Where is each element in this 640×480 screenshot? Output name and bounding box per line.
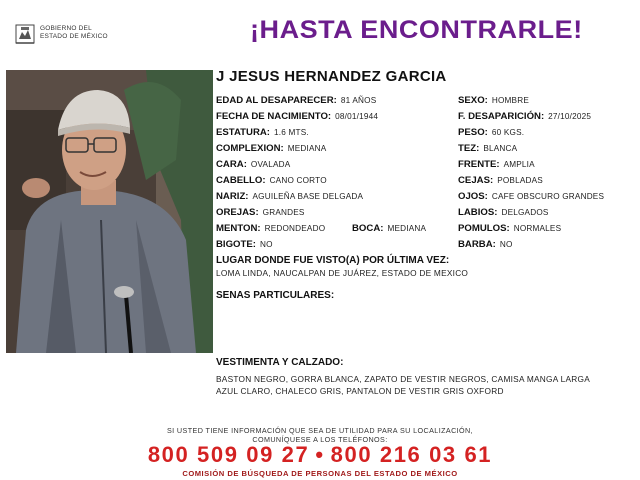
marks-label: SENAS PARTICULARES: [216,290,335,301]
contact-info-line1: SI USTED TIENE INFORMACIÓN QUE SEA DE UTILIDAD PARA SU LOCALIZACIÓN, [166,426,474,435]
field-label: FRENTE: [458,159,500,170]
field-label: SEXO: [458,95,488,106]
field-pomulos [458,223,561,235]
field-label: MENTON: [216,223,261,234]
headline: ¡HASTA ENCONTRARLE! [250,16,583,44]
gov-name-line1: GOBIERNO DEL [40,25,92,32]
field-value: 60 KGS. [491,128,525,137]
commission-name: COMISIÓN DE BÚSQUEDA DE PERSONAS DEL ESTADO DE MÉXICO [182,469,458,478]
field-cabello [216,175,327,187]
field-estatura [216,127,309,139]
person-name: J JESUS HERNANDEZ GARCIA [216,68,447,85]
field-orejas [216,207,305,219]
field-label: OJOS: [458,191,488,202]
field-nariz [216,191,363,203]
phone-number-1[interactable]: 800 509 09 27 [147,442,310,467]
field-value: NO [259,240,273,249]
government-logo [14,22,114,48]
field-value: 81 AÑOS [340,96,377,105]
field-label: FECHA DE NACIMIENTO: [216,111,332,122]
field-label: COMPLEXION: [216,143,284,154]
field-value: CANO CORTO [269,176,327,185]
phone-numbers [0,442,640,468]
field-label: NARIZ: [216,191,249,202]
field-label: CEJAS: [458,175,494,186]
field-value: POBLADAS [497,176,543,185]
field-value: NORMALES [513,224,562,233]
field-menton [216,223,325,235]
field-value: NO [499,240,513,249]
field-value: MEDIANA [287,144,327,153]
person-photo [6,70,213,353]
state-emblem-icon [14,22,36,46]
clothing-label: VESTIMENTA Y CALZADO: [216,357,344,368]
field-label: F. DESAPARICIÓN: [458,111,545,122]
field-label: BIGOTE: [216,239,256,250]
field-value: MEDIANA [387,224,427,233]
field-value: BLANCA [483,144,518,153]
field-label: CARA: [216,159,247,170]
field-value: REDONDEADO [264,224,326,233]
field-value: 27/10/2025 [548,112,592,121]
field-label: TEZ: [458,143,480,154]
field-complexion [216,143,326,155]
field-label: EDAD AL DESAPARECER: [216,95,337,106]
field-edad [216,95,376,107]
field-tez [458,143,517,155]
phone-number-2[interactable]: 800 216 03 61 [330,442,493,467]
contact-info-line2: COMUNÍQUESE A LOS TELÉFONOS: [252,435,388,444]
field-label: CABELLO: [216,175,266,186]
field-desaparicion [458,111,591,123]
field-boca [352,223,426,235]
field-value: 1.6 MTS. [274,128,309,137]
field-value: AGUILEÑA BASE DELGADA [252,192,364,201]
field-label: LABIOS: [458,207,498,218]
field-value: DELGADOS [501,208,549,217]
field-frente [458,159,535,171]
field-value: HOMBRE [491,96,529,105]
field-label: POMULOS: [458,223,510,234]
gov-name-line2: ESTADO DE MÉXICO [40,33,108,40]
field-sexo [458,95,529,107]
last-seen-label: LUGAR DONDE FUE VISTO(A) POR ÚLTIMA VEZ: [216,255,450,266]
field-value: GRANDES [262,208,305,217]
field-label: OREJAS: [216,207,259,218]
field-value: 08/01/1944 [335,112,379,121]
field-bigote [216,239,273,251]
field-nacimiento [216,111,378,123]
field-peso [458,127,524,139]
field-label: BOCA: [352,223,384,234]
field-value: AMPLIA [503,160,535,169]
field-cara [216,159,290,171]
field-labios [458,207,549,219]
field-ojos [458,191,604,203]
last-seen-value: LOMA LINDA, NAUCALPAN DE JUÁREZ, ESTADO DE MEXICO [216,268,469,278]
field-label: PESO: [458,127,488,138]
field-cejas [458,175,543,187]
clothing-value: BASTON NEGRO, GORRA BLANCA, ZAPATO DE VESTIR NEGROS, CAMISA MANGA LARGA AZUL CLARO, CHALECO GRIS, PANTALON DE VESTIR GRIS OXFORD [216,374,590,396]
field-value: OVALADA [250,160,291,169]
person-photo-illustration [6,70,213,353]
field-value: CAFE OBSCURO GRANDES [491,192,605,201]
field-label: ESTATURA: [216,127,271,138]
phone-separator: • [315,442,325,467]
field-barba [458,239,513,251]
field-label: BARBA: [458,239,496,250]
